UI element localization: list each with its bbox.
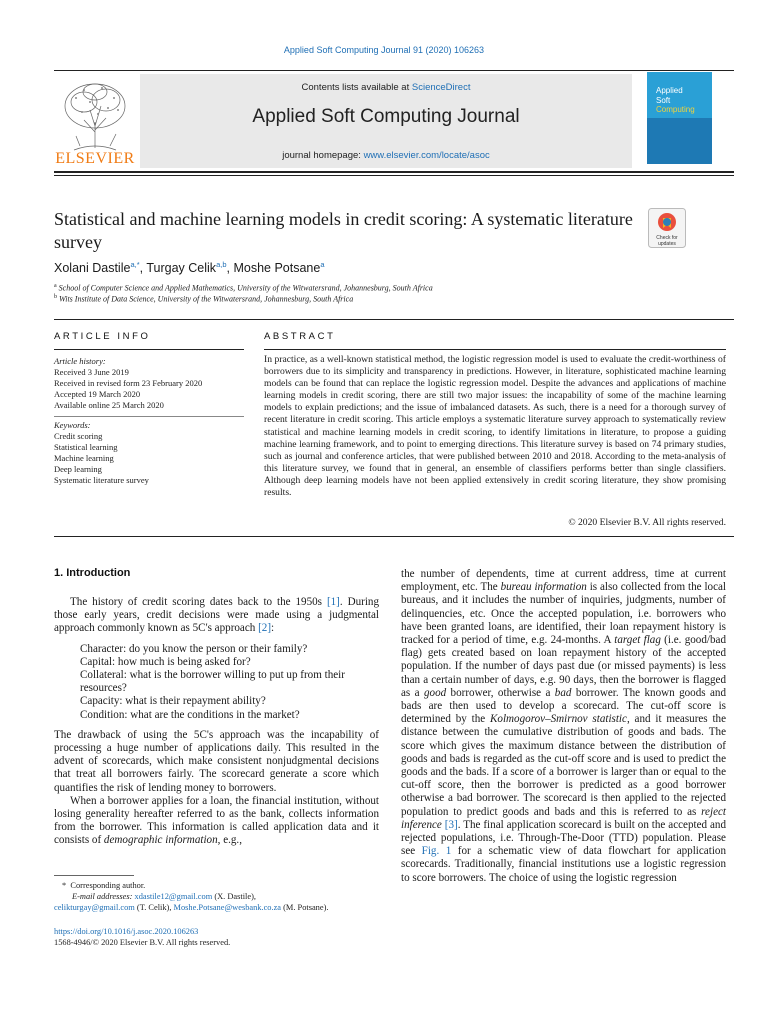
list-item: Character: do you know the person or their family? bbox=[80, 642, 308, 655]
journal-title: Applied Soft Computing Journal bbox=[252, 106, 520, 127]
intro-paragraph-3-cont bbox=[401, 568, 726, 885]
history-label: Article history: bbox=[54, 356, 106, 366]
author-3[interactable]: Moshe Potsane bbox=[233, 261, 321, 276]
ref-3-link[interactable]: [3] bbox=[444, 818, 458, 831]
contents-prefix: Contents lists available at bbox=[301, 82, 412, 93]
footnote-rule bbox=[54, 875, 134, 876]
r-emphasis: reject inference bbox=[401, 805, 726, 831]
cover-title bbox=[656, 86, 695, 115]
cover-band bbox=[647, 118, 712, 164]
keywords bbox=[54, 420, 149, 486]
author-2-sup[interactable]: a,b bbox=[216, 260, 227, 269]
affiliation-a-text: School of Computer Science and Applied Mathematics, University of the Witwatersrand, Johannesburg, South Africa bbox=[58, 283, 433, 293]
r-text: borrower. The known goods and bads are then used to develop a scorecard. The cut-off score is determined by the bbox=[401, 686, 726, 726]
cover-line-1: Applied bbox=[656, 86, 683, 95]
affiliation-b-text: Wits Institute of Data Science, University of the Witwatersrand, Johannesburg, South Africa bbox=[59, 294, 354, 304]
sciencedirect-link[interactable]: ScienceDirect bbox=[411, 82, 471, 93]
r-emphasis: bureau information bbox=[500, 581, 587, 594]
article-info-heading: ARTICLE INFO bbox=[54, 331, 151, 342]
article-history bbox=[54, 356, 202, 411]
keyword-4: Deep learning bbox=[54, 464, 102, 474]
homepage-prefix: journal homepage: bbox=[282, 150, 364, 161]
keyword-2: Statistical learning bbox=[54, 442, 118, 452]
keyword-1: Credit scoring bbox=[54, 431, 103, 441]
email-1-link[interactable]: xdastile12@gmail.com bbox=[134, 892, 213, 901]
journal-header-box bbox=[140, 74, 632, 168]
journal-citation[interactable]: Applied Soft Computing Journal 91 (2020) 106263 bbox=[283, 45, 485, 55]
email-2-link[interactable]: celikturgay@gmail.com bbox=[54, 903, 135, 912]
abstract-bottom-rule bbox=[54, 536, 734, 537]
abstract-copyright: © 2020 Elsevier B.V. All rights reserved. bbox=[568, 517, 726, 528]
r-emphasis: good bbox=[423, 686, 447, 699]
intro-paragraph-2: The drawback of using the 5C's approach was the incapability of processing a huge number of applications daily. This resulted in the advent of scorecards, which make consistent nonjudgmental decisions that treat all borrowers fairly. The scorecard generate a score which quantifies the risk of lending money to borrowers. bbox=[54, 728, 379, 794]
affiliation-a-sup: a bbox=[54, 283, 57, 289]
email-1-owner: (X. Dastile), bbox=[212, 892, 256, 901]
author-3-sup[interactable]: a bbox=[320, 260, 325, 269]
journal-cover-thumbnail[interactable] bbox=[647, 72, 712, 164]
affiliation-b-sup: b bbox=[54, 294, 57, 300]
ref-1-link[interactable]: [1] bbox=[326, 596, 340, 608]
history-revised: Received in revised form 23 February 2020 bbox=[54, 378, 203, 388]
author-list: Xolani Dastile$^{a,*}$, Turgay Celik$^{a,b}$, Moshe Potsane$^a$ bbox=[54, 260, 325, 276]
homepage-link[interactable]: www.elsevier.com/locate/asoc bbox=[363, 150, 490, 161]
intro-paragraph-1 bbox=[54, 596, 379, 636]
r-emphasis: target flag bbox=[614, 634, 661, 647]
intro-paragraph-3 bbox=[54, 795, 379, 848]
ref-2-link[interactable]: [2] bbox=[258, 622, 272, 635]
r-text: the number of dependents, time at current address, time at current employment, etc. The bbox=[401, 568, 726, 594]
r-emphasis: bad bbox=[554, 686, 572, 699]
p3-text-a: When a borrower applies for a loan, the financial institution, without losing generality hereafter referred to as the bank, collects information from the borrower. This information is called application data and it consists of bbox=[54, 794, 379, 847]
affiliation-b bbox=[54, 294, 353, 304]
five-c-list bbox=[54, 643, 379, 722]
cover-line-2: Soft bbox=[656, 95, 671, 105]
r-text: borrower, otherwise a bbox=[446, 686, 555, 699]
header-top-rule bbox=[54, 70, 734, 71]
fig-1-link[interactable]: Fig. 1 bbox=[421, 845, 452, 858]
r-emphasis: Kolmogorov–Smirnov statistic bbox=[490, 713, 627, 726]
check-for-updates-label bbox=[648, 235, 686, 247]
list-item: Capacity: what is their repayment ability? bbox=[80, 695, 266, 708]
check-updates-line-1: Check for bbox=[656, 235, 678, 241]
footnote-emails-line-1 bbox=[72, 891, 256, 902]
footnote-emails-line-2 bbox=[54, 902, 328, 913]
history-received: Received 3 June 2019 bbox=[54, 367, 129, 377]
elsevier-wordmark: ELSEVIER bbox=[55, 150, 135, 167]
list-item: Capital: how much is being asked for? bbox=[80, 655, 251, 668]
doi-url[interactable]: https://doi.org/10.1016/j.asoc.2020.106263 bbox=[54, 927, 199, 936]
doi-link[interactable] bbox=[54, 927, 198, 936]
header-bottom-rule bbox=[54, 171, 734, 173]
footnote-corresponding bbox=[62, 880, 145, 891]
abstract-rule bbox=[264, 349, 726, 350]
p1-text-a: The history of credit scoring dates back to the 1950s bbox=[70, 596, 327, 608]
email-3-link[interactable]: Moshe.Potsane@wesbank.co.za bbox=[173, 903, 282, 912]
p1-text-b: . During those early years, credit decisions were made using a judgmental approach commonly known as 5C's approach bbox=[54, 596, 380, 635]
author-2[interactable]: Turgay Celik bbox=[146, 261, 217, 276]
right-column bbox=[401, 568, 726, 885]
history-online: Available online 25 March 2020 bbox=[54, 400, 164, 410]
issn-line: 1568-4946/© 2020 Elsevier B.V. All rights reserved. bbox=[54, 938, 231, 947]
corresponding-text: Corresponding author. bbox=[70, 881, 146, 890]
r-text: for a schematic view of data flowchart for application scorecards. Traditionally, financial institutions use a logistic regression to score borrowers. The choice of using the logistic regression bbox=[401, 845, 726, 884]
homepage-line bbox=[140, 150, 632, 161]
footnote-star: * bbox=[62, 881, 67, 890]
r-text: (i.e. good/bad flag) gets created based on loan repayment history of the accepted population. If the number of days past due (or missed payments) is less than a certain number of days, e.g. 90 days, then the borrower is flagged as a bbox=[401, 634, 726, 699]
p1-text-c: : bbox=[271, 622, 275, 635]
keywords-rule bbox=[54, 416, 244, 417]
keyword-3: Machine learning bbox=[54, 453, 114, 463]
author-1[interactable]: Xolani Dastile bbox=[54, 261, 131, 276]
section-divider bbox=[54, 319, 734, 320]
affiliation-a bbox=[54, 283, 433, 293]
history-accepted: Accepted 19 March 2020 bbox=[54, 389, 141, 399]
p3-emphasis: demographic information bbox=[103, 834, 218, 847]
list-item: Collateral: what is the borrower willing to put up from their resources? bbox=[80, 669, 345, 695]
author-1-sup[interactable]: a,* bbox=[130, 260, 140, 269]
r-text: is also collected from the local bureaus, and it includes the number of inquiries, judgments, number of delinquencies, etc. Once the accepted population, i.e. borrowers who have been granted loans, are identified, their loan repayment history is tracked for a period of time, e.g. 24-months. A bbox=[401, 581, 727, 647]
paper-title: Statistical and machine learning models in credit scoring: A systematic literature survey bbox=[54, 209, 633, 252]
keywords-label: Keywords: bbox=[54, 420, 91, 430]
r-text: . The final application scorecard is built on the accepted and rejected populations, i.e. Through-The-Door (TTD) population. Please see bbox=[401, 818, 726, 858]
cover-line-3: Computing bbox=[656, 105, 695, 114]
email-3-owner: (M. Potsane). bbox=[281, 903, 329, 912]
email-2-owner: (T. Celik), bbox=[134, 903, 174, 912]
left-column bbox=[54, 596, 379, 848]
keyword-5: Systematic literature survey bbox=[54, 475, 149, 485]
intro-heading: 1. Introduction bbox=[54, 567, 131, 579]
contents-line bbox=[140, 82, 632, 93]
p3-text-b: , e.g., bbox=[217, 834, 242, 847]
abstract-heading: ABSTRACT bbox=[264, 331, 336, 342]
abstract-text: In practice, as a well-known statistical method, the logistic regression model is used to evaluate the credit-worthiness of borrowers due to its simplicity and transparency in predictions. However, in literature, sophisticated machine learning models can be found that can replace the logistic regression model. Despite the advances and applications of machine learning models in credit scoring, there are still two major issues: the incapability of some of the machine learning models to explain predictions; and the issue of imbalanced datasets. As such, there is a need for a thorough survey of recent literature in credit scoring. This article employs a systematic literature survey approach to systematically review statistical and machine learning models in credit scoring, to identify limitations in literature, to propose a guiding machine learning framework, and to point to emerging directions. This literature survey is based on 74 primary studies, such as journal and conference articles, that were published between 2010 and 2018. According to the meta-analysis of this literature survey, we found that in general, an ensemble of classifiers performs better than single classifiers. Although deep learning models have not been applied extensively in credit scoring literature, they show promising results. bbox=[264, 354, 726, 499]
header-bottom-rule-thin bbox=[54, 175, 734, 176]
list-item: Condition: what are the conditions in the market? bbox=[80, 708, 300, 721]
email-label: E-mail addresses: bbox=[72, 892, 133, 901]
r-text: , and it measures the distance between the cumulative distribution of goods and bads. The score which gives the maximum distance between the distribution of goods and bads is regarded as the cut-off score and is used to predict the goods and the bads. If a score of a borrower is larger than or equal to the cut-off score, then the borrower is predicted as a good borrower otherwise a bad borrower. The scorecard is then applied to the rejected population to predict goods and bads and this is referred to as bbox=[401, 713, 726, 818]
check-updates-line-2: updates bbox=[658, 241, 676, 247]
article-info-rule bbox=[54, 349, 244, 350]
